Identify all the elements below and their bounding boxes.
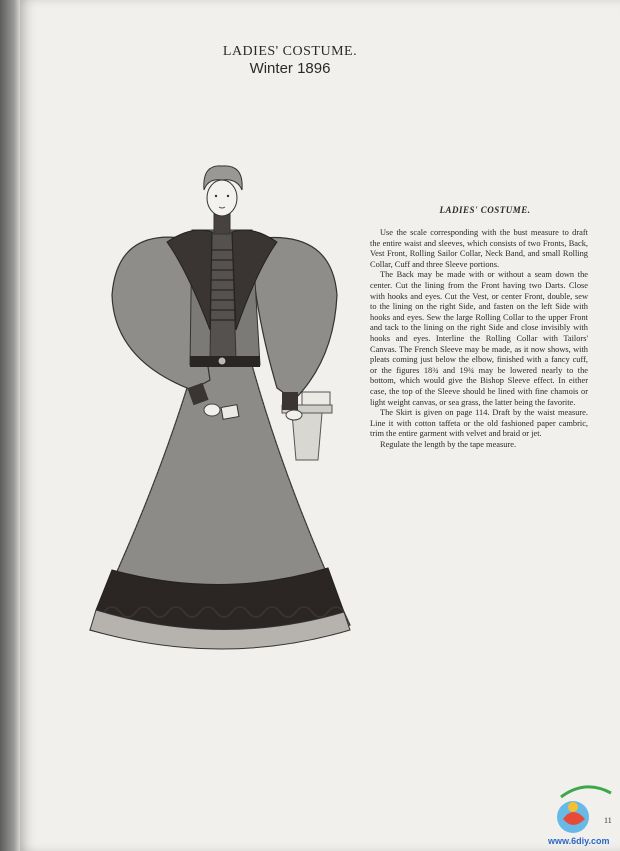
head [207, 180, 237, 216]
costume-illustration [82, 160, 357, 690]
article-heading: LADIES' COSTUME. [439, 205, 531, 215]
page-title: LADIES' COSTUME. [222, 44, 358, 59]
book-spine-shadow [0, 0, 20, 851]
watermark-url: www.6diy.com [548, 836, 610, 846]
article-paragraph: Use the scale corresponding with the bust measure to draft the entire waist and sleeves, which consists of two Fronts, Back, Vest Front, Rolling Sailor Collar, Neck Band, and small Rolling Collar, Cuff and three Sleeve portions. [370, 228, 588, 269]
page-subtitle: Winter 1896 [249, 60, 331, 77]
article-body [370, 228, 588, 450]
page-number: 11 [604, 816, 612, 825]
article-paragraph: Regulate the length by the tape measure. [380, 439, 517, 449]
vest-front [210, 232, 236, 360]
article-paragraph: The Skirt is given on page 114. Draft by the waist measure. Line it with cotton taffeta or the old fashioned paper cambric, trim the entire garment with velvet and braid or jet. [370, 408, 588, 439]
article-paragraph: The Back may be made with or without a seam down the center. Cut the lining from the Front having two Darts. Close with hooks and eyes. Cut the Vest, or center Front, double, sew to the lining on the right Side, and fasten on the left Side with hooks and eyes. Sew the large Rolling Collar to the upper Front and tack to the lining on the right Side and close invisibly with hooks and eyes. Interline the Rolling Collar with Tailors' Canvas. The French Sleeve may be made, as it now shows, with pleats coming just below the elbow, finished with a fancy cuff, or the figures 18¾ and 19¾ may be lowered nearly to the bottom, which would give the Bishop Sleeve effect. In either case, the top of the Sleeve should be lined with fine chamois or light weight canvas, or sea grass, the latter being the favorite. [370, 270, 588, 407]
